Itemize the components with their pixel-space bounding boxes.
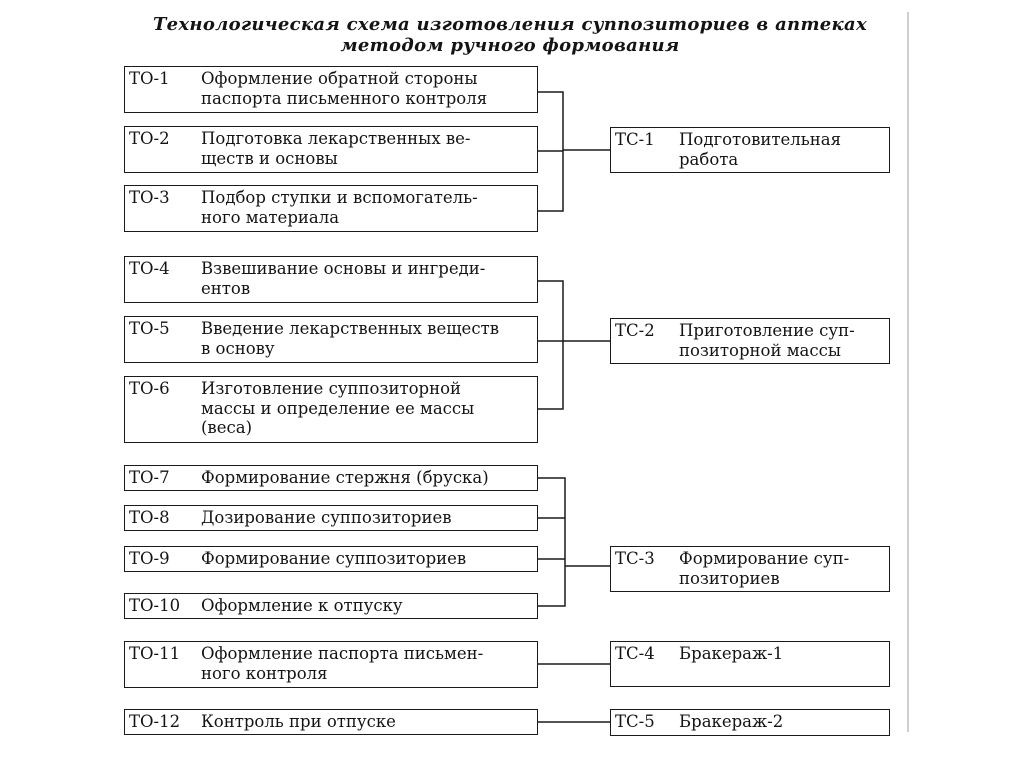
operation-text: Оформление паспорта письмен- ного контроля [201, 644, 484, 683]
operation-code: ТО-1 [129, 69, 170, 88]
stage-code: ТС-5 [615, 712, 655, 731]
title-line-2: методом ручного формования [340, 35, 680, 56]
stage-text: Бракераж-2 [679, 712, 784, 731]
operation-code: ТО-4 [129, 259, 170, 278]
operation-box-to-4 [124, 256, 538, 303]
operation-box-to-8 [124, 505, 538, 531]
stage-code: ТС-1 [615, 130, 655, 149]
title-line-1: Технологическая схема изготовления суппозиториев в аптеках [152, 14, 868, 35]
connector-group-2 [538, 281, 610, 409]
stage-code: ТС-4 [615, 644, 655, 663]
operation-box-to-2 [124, 126, 538, 173]
operation-code: ТО-9 [129, 549, 170, 568]
operation-code: ТО-12 [129, 712, 181, 731]
stage-box-ts-2 [610, 318, 890, 364]
stage-box-ts-1 [610, 127, 890, 173]
operation-box-to-12 [124, 709, 538, 735]
operation-text: Введение лекарственных веществ в основу [201, 319, 499, 358]
operation-text: Изготовление суппозиторной массы и определение ее массы (веса) [201, 379, 475, 437]
operation-text: Формирование стержня (бруска) [201, 468, 489, 487]
operation-code: ТО-2 [129, 129, 170, 148]
stage-text: Бракераж-1 [679, 644, 784, 663]
operation-code: ТО-7 [129, 468, 170, 487]
operation-code: ТО-8 [129, 508, 170, 527]
operation-text: Формирование суппозиториев [201, 549, 467, 568]
stage-text: Подготовительная работа [679, 130, 842, 169]
operation-text: Дозирование суппозиториев [201, 508, 452, 527]
stage-code: ТС-3 [615, 549, 655, 568]
operation-box-to-10 [124, 593, 538, 619]
stage-text: Формирование суп- позиториев [679, 549, 850, 588]
operation-box-to-6 [124, 376, 538, 443]
stage-code: ТС-2 [615, 321, 655, 340]
stage-box-ts-5 [610, 709, 890, 736]
operation-code: ТО-5 [129, 319, 170, 338]
stage-text: Приготовление суп- позиторной массы [679, 321, 855, 360]
stage-box-ts-3 [610, 546, 890, 592]
operation-code: ТО-3 [129, 188, 170, 207]
operation-code: ТО-10 [129, 596, 181, 615]
connector-group-1 [538, 92, 610, 211]
operation-text: Подготовка лекарственных ве- ществ и основы [201, 129, 471, 168]
operation-text: Оформление обратной стороны паспорта письменного контроля [201, 69, 488, 108]
operation-text: Контроль при отпуске [201, 712, 396, 731]
stage-box-ts-4 [610, 641, 890, 687]
operation-box-to-7 [124, 465, 538, 491]
operation-box-to-3 [124, 185, 538, 232]
operation-code: ТО-11 [129, 644, 181, 663]
operation-text: Взвешивание основы и ингреди- ентов [201, 259, 486, 298]
connector-group-3 [538, 478, 610, 606]
operation-box-to-11 [124, 641, 538, 688]
operation-box-to-1 [124, 66, 538, 113]
operation-box-to-9 [124, 546, 538, 572]
operation-text: Подбор ступки и вспомогатель- ного материала [201, 188, 478, 227]
operation-box-to-5 [124, 316, 538, 363]
operation-code: ТО-6 [129, 379, 170, 398]
operation-text: Оформление к отпуску [201, 596, 403, 615]
